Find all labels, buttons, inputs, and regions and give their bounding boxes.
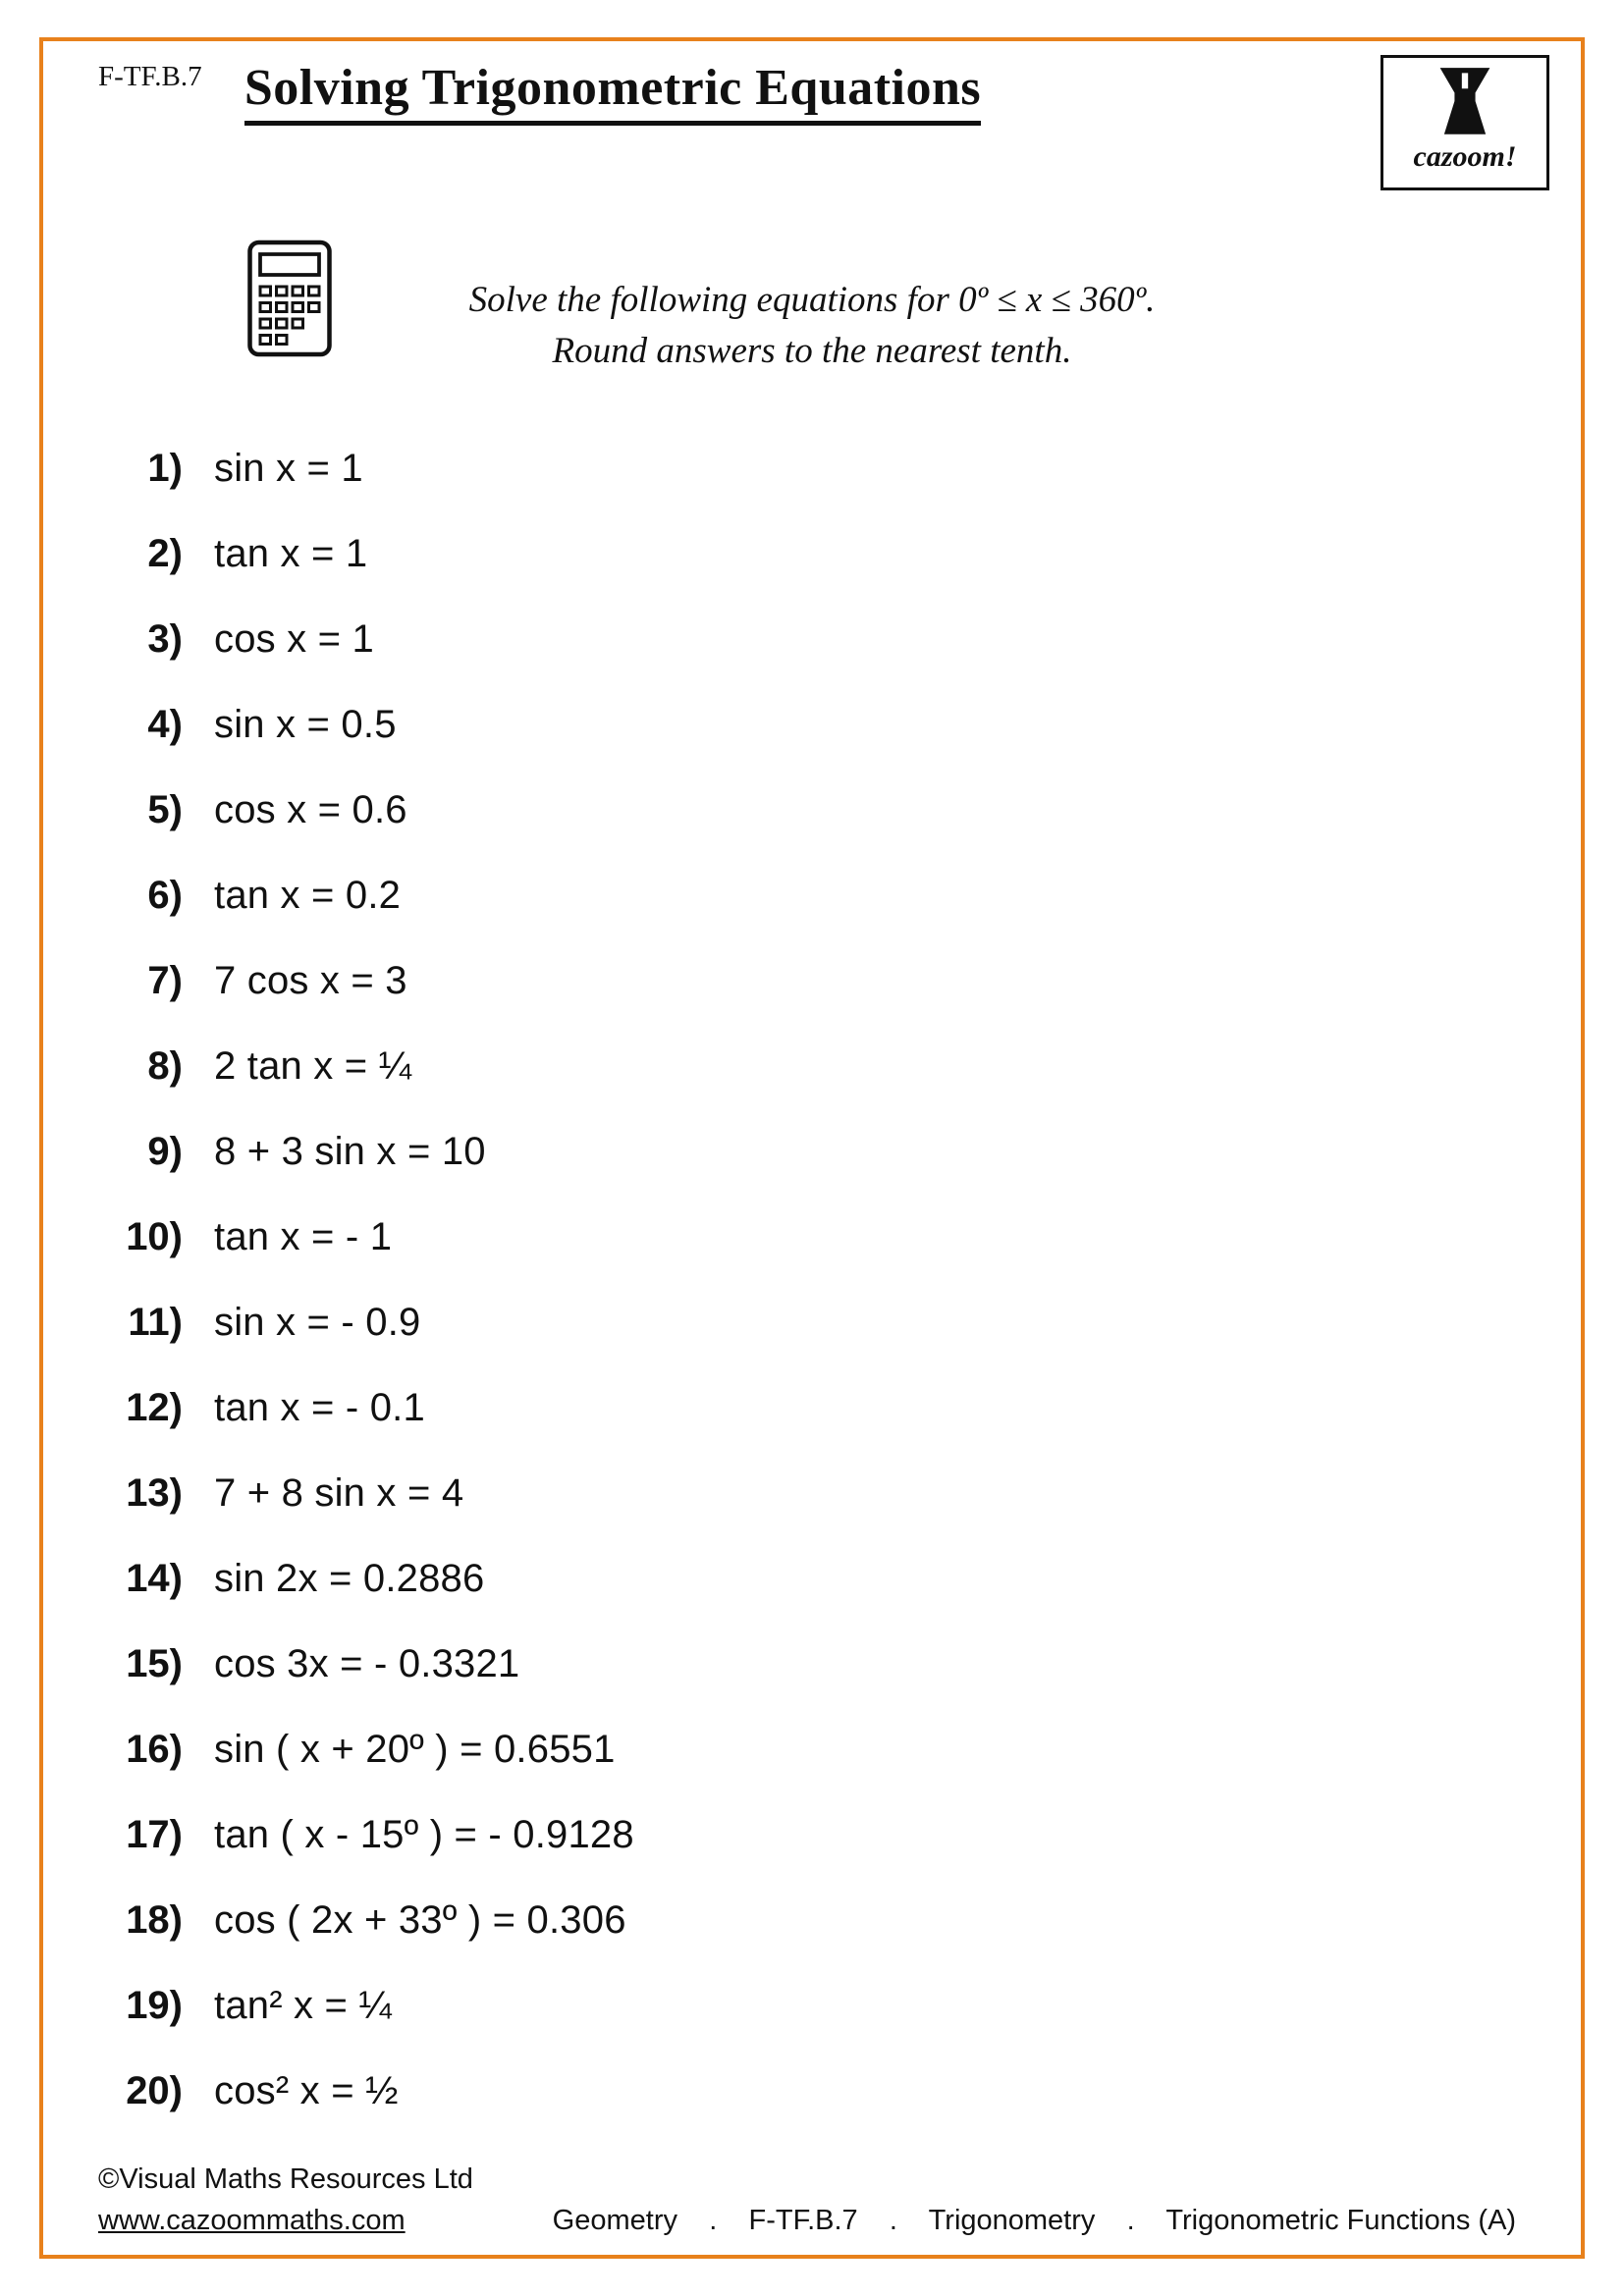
problem-item — [82, 768, 1542, 853]
problem-item — [82, 853, 1542, 938]
problem-number: 17) — [126, 1813, 183, 1856]
problem-number: 1) — [147, 447, 183, 490]
problem-equation: cos 3x = - 0.3321 — [214, 1642, 520, 1685]
problem-number: 8) — [147, 1044, 183, 1088]
instructions-line1: Solve the following equations for 0º ≤ x ≤ 360º. — [468, 280, 1156, 320]
problem-item — [82, 597, 1542, 682]
instructions-line2: Round answers to the nearest tenth. — [552, 330, 1072, 371]
problem-item — [82, 1963, 1542, 2049]
problem-number: 13) — [126, 1471, 183, 1515]
problem-item — [82, 1878, 1542, 1963]
problem-number: 4) — [147, 703, 183, 746]
problem-equation: sin x = 1 — [214, 447, 363, 490]
problem-item — [82, 1451, 1542, 1536]
problem-item — [82, 1536, 1542, 1622]
problem-equation: cos² x = ½ — [214, 2069, 399, 2112]
problem-item — [82, 511, 1542, 597]
problem-equation: cos ( 2x + 33º ) = 0.306 — [214, 1898, 626, 1942]
problem-number: 11) — [128, 1301, 183, 1344]
problem-number: 16) — [126, 1728, 183, 1771]
problem-equation: 7 cos x = 3 — [214, 959, 407, 1002]
problem-equation: 7 + 8 sin x = 4 — [214, 1471, 464, 1515]
problem-equation: tan² x = ¼ — [214, 1984, 392, 2027]
problem-number: 15) — [126, 1642, 183, 1685]
problem-number: 14) — [126, 1557, 183, 1600]
problem-number: 10) — [126, 1215, 183, 1258]
problem-number: 12) — [126, 1386, 183, 1429]
problem-equation: tan x = - 0.1 — [214, 1386, 425, 1429]
problem-number: 18) — [126, 1898, 183, 1942]
problem-item — [82, 426, 1542, 511]
problem-number: 19) — [126, 1984, 183, 2027]
problem-item — [82, 1280, 1542, 1365]
problem-equation: 8 + 3 sin x = 10 — [214, 1130, 486, 1173]
standard-code: F-TF.B.7 — [98, 61, 202, 92]
problem-item — [82, 1109, 1542, 1195]
problem-equation: tan x = 0.2 — [214, 874, 402, 917]
problem-equation: sin ( x + 20º ) = 0.6551 — [214, 1728, 616, 1771]
problem-number: 7) — [147, 959, 183, 1002]
problem-number: 20) — [126, 2069, 183, 2112]
problem-equation: tan x = 1 — [214, 532, 368, 575]
problem-equation: 2 tan x = ¼ — [214, 1044, 412, 1088]
problem-number: 3) — [147, 617, 183, 661]
problem-item — [82, 682, 1542, 768]
cazoom-logo — [1380, 55, 1549, 190]
problem-number: 6) — [147, 874, 183, 917]
logo-text: cazoom! — [1413, 140, 1517, 173]
problem-equation: tan x = - 1 — [214, 1215, 393, 1258]
problem-item — [82, 1707, 1542, 1792]
problem-item — [82, 1365, 1542, 1451]
problem-item — [82, 1792, 1542, 1878]
problem-equation: cos x = 1 — [214, 617, 374, 661]
website-link[interactable]: www.cazoommaths.com — [98, 2205, 406, 2236]
problem-equation: sin 2x = 0.2886 — [214, 1557, 485, 1600]
page-title: Solving Trigonometric Equations — [244, 59, 981, 126]
problem-list — [82, 426, 1542, 2134]
breadcrumb: Geometry . F-TF.B.7 . Trigonometry . Trigonometric Functions (A) — [552, 2205, 1517, 2236]
problem-equation: sin x = 0.5 — [214, 703, 397, 746]
drum-icon — [1433, 66, 1497, 138]
title-wrap — [171, 59, 1055, 126]
footer — [98, 2159, 1526, 2241]
problem-equation: sin x = - 0.9 — [214, 1301, 421, 1344]
problem-number: 9) — [147, 1130, 183, 1173]
problem-number: 5) — [147, 788, 183, 831]
problem-equation: cos x = 0.6 — [214, 788, 407, 831]
problem-item — [82, 1622, 1542, 1707]
problem-item — [82, 1024, 1542, 1109]
problem-equation: tan ( x - 15º ) = - 0.9128 — [214, 1813, 634, 1856]
page-border — [39, 37, 1585, 2259]
problem-item — [82, 2049, 1542, 2134]
footer-line — [98, 2200, 1526, 2241]
problem-number: 2) — [147, 532, 183, 575]
problem-item — [82, 938, 1542, 1024]
copyright: ©Visual Maths Resources Ltd — [98, 2163, 473, 2195]
instructions — [43, 275, 1581, 377]
problem-item — [82, 1195, 1542, 1280]
